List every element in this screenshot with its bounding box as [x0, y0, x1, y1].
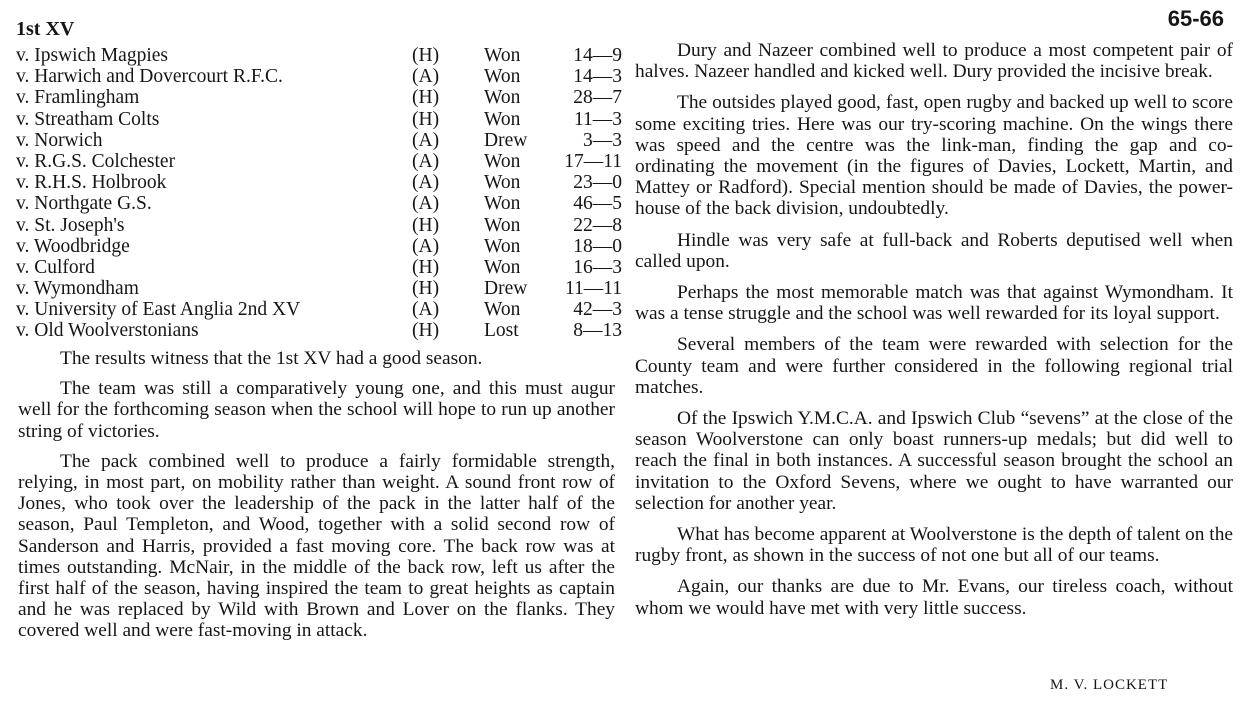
fixture-row [16, 87, 622, 109]
fixture-score: 11—11 [564, 278, 622, 300]
fixture-row [16, 320, 622, 342]
fixture-result: Won [484, 214, 521, 236]
fixture-opponent: v. Framlingham [16, 87, 140, 109]
fixture-opponent: v. Culford [16, 256, 95, 278]
fixture-result: Won [484, 299, 521, 321]
team-age-paragraph: The team was still a comparatively young one, and this must augur well for the forthcoming season when the school will hope to run up another string of victories. [18, 378, 615, 442]
outsides-paragraph: The outsides played good, fast, open rugby and backed up well to score some exciting tries. Here was our try-scoring machine. On the wings there was speed and the centre was the link-man, finding the gap and co-ordinating the movement (in the figures of Davies, Lockett, Martin, and Mattey or Radford). Special mention should be made of Davies, the power-house of the back division, undoubtedly. [635, 92, 1233, 220]
fixture-venue: (A) [412, 129, 440, 151]
fixture-venue: (A) [412, 172, 440, 194]
depth-paragraph: What has become apparent at Woolverstone is the depth of talent on the rugby front, as shown in the success of not one but all of our teams. [635, 524, 1233, 567]
memorable-match-paragraph: Perhaps the most memorable match was that against Wymondham. It was a tense struggle and the school was well rewarded for its loyal support. [635, 282, 1233, 325]
fixture-result: Drew [484, 278, 528, 300]
fixture-row [16, 172, 622, 194]
fixture-opponent: v. Norwich [16, 129, 103, 151]
fixture-venue: (H) [412, 256, 440, 278]
fixture-row [16, 66, 622, 88]
page-number: 65-66 [1167, 6, 1224, 31]
fixture-opponent: v. Old Woolverstonians [16, 320, 199, 342]
fixture-venue: (H) [412, 108, 440, 130]
fixture-result: Won [484, 235, 521, 257]
fixture-venue: (H) [412, 278, 440, 300]
fixture-score: 18—0 [573, 235, 622, 257]
fixture-score: 14—3 [573, 66, 622, 88]
right-column [635, 40, 1233, 619]
fixtures-list [16, 45, 622, 342]
fixture-venue: (A) [412, 299, 440, 321]
fixture-row [16, 150, 622, 172]
fixture-venue: (A) [412, 66, 440, 88]
pack-paragraph: The pack combined well to produce a fairly formidable strength, relying, in most part, on mobility rather than weight. A sound front row of Jones, who took over the leadership of the pack in the latter half of the season, Paul Templeton, and Wood, together with a solid second row of Sanderson and Harris, provided a fast moving core. The back row was at times outstanding. McNair, in the middle of the back row, left us after the first half of the season, having inspired the team to great heights as captain and he was replaced by Wild with Brown and Lover on the flanks. They covered well and were fast-moving in attack. [18, 450, 615, 642]
fixture-opponent: v. R.H.S. Holbrook [16, 172, 167, 194]
fixture-venue: (H) [412, 87, 440, 109]
results-summary-paragraph: The results witness that the 1st XV had a good season. [60, 348, 483, 369]
left-column [18, 348, 615, 642]
fixture-result: Won [484, 150, 521, 172]
fixture-score: 16—3 [573, 256, 622, 278]
fixture-venue: (A) [412, 235, 440, 257]
thanks-paragraph: Again, our thanks are due to Mr. Evans, our tireless coach, without whom we would have met with very little success. [635, 576, 1233, 619]
fixture-row [16, 214, 622, 236]
fixture-row [16, 278, 622, 300]
fixture-score: 22—8 [573, 214, 622, 236]
full-back-paragraph: Hindle was very safe at full-back and Roberts deputised well when called upon. [635, 229, 1233, 272]
fixture-result: Won [484, 45, 521, 66]
county-selection-paragraph: Several members of the team were rewarded with selection for the County team and were further considered in the following regional trial matches. [635, 334, 1233, 398]
fixture-score: 42—3 [573, 299, 622, 321]
fixture-row [16, 256, 622, 278]
fixture-result: Lost [484, 320, 519, 342]
fixture-venue: (H) [412, 320, 440, 342]
fixture-venue: (H) [412, 214, 440, 236]
fixture-score: 14—9 [573, 45, 622, 66]
fixture-venue: (A) [412, 193, 440, 215]
fixture-opponent: v. St. Joseph's [16, 214, 125, 236]
fixture-score: 23—0 [573, 172, 622, 194]
fixture-row [16, 299, 622, 321]
fixture-score: 46—5 [573, 193, 622, 215]
fixture-opponent: v. Northgate G.S. [16, 193, 152, 215]
fixture-result: Won [484, 172, 521, 194]
fixture-opponent: v. Streatham Colts [16, 108, 160, 130]
halves-paragraph: Dury and Nazeer combined well to produce a most competent pair of halves. Nazeer handled and kicked well. Dury provided the incisive break. [635, 40, 1233, 83]
fixture-score: 8—13 [573, 320, 622, 342]
fixture-opponent: v. University of East Anglia 2nd XV [16, 299, 301, 321]
sevens-paragraph: Of the Ipswich Y.M.C.A. and Ipswich Club “sevens” at the close of the season Woolverstone can only boast runners-up medals; but did well to reach the final in both instances. A successful season brought the school an invitation to the Oxford Sevens, where we ought to have warranted our selection for another year. [635, 408, 1233, 514]
fixture-row [16, 108, 622, 130]
section-heading: 1st XV [16, 18, 75, 40]
fixture-result: Won [484, 193, 521, 215]
fixture-result: Won [484, 66, 521, 88]
fixture-score: 3—3 [583, 129, 622, 151]
fixture-opponent: v. R.G.S. Colchester [16, 150, 176, 172]
fixture-score: 17—11 [564, 150, 622, 172]
fixture-opponent: v. Harwich and Dovercourt R.F.C. [16, 66, 283, 88]
fixture-opponent: v. Ipswich Magpies [16, 45, 169, 66]
fixture-venue: (A) [412, 150, 440, 172]
fixture-row [16, 45, 622, 66]
fixture-opponent: v. Woodbridge [16, 235, 130, 257]
fixture-result: Won [484, 108, 521, 130]
fixture-result: Won [484, 256, 521, 278]
fixture-score: 11—3 [573, 108, 622, 130]
fixture-score: 28—7 [573, 87, 622, 109]
fixture-result: Won [484, 87, 521, 109]
fixture-opponent: v. Wymondham [16, 278, 139, 300]
fixture-row [16, 235, 622, 257]
author-signature: M. V. LOCKETT [1050, 677, 1169, 693]
fixture-result: Drew [484, 129, 528, 151]
fixture-row [16, 129, 622, 151]
fixture-venue: (H) [412, 45, 440, 66]
fixture-row [16, 193, 622, 215]
